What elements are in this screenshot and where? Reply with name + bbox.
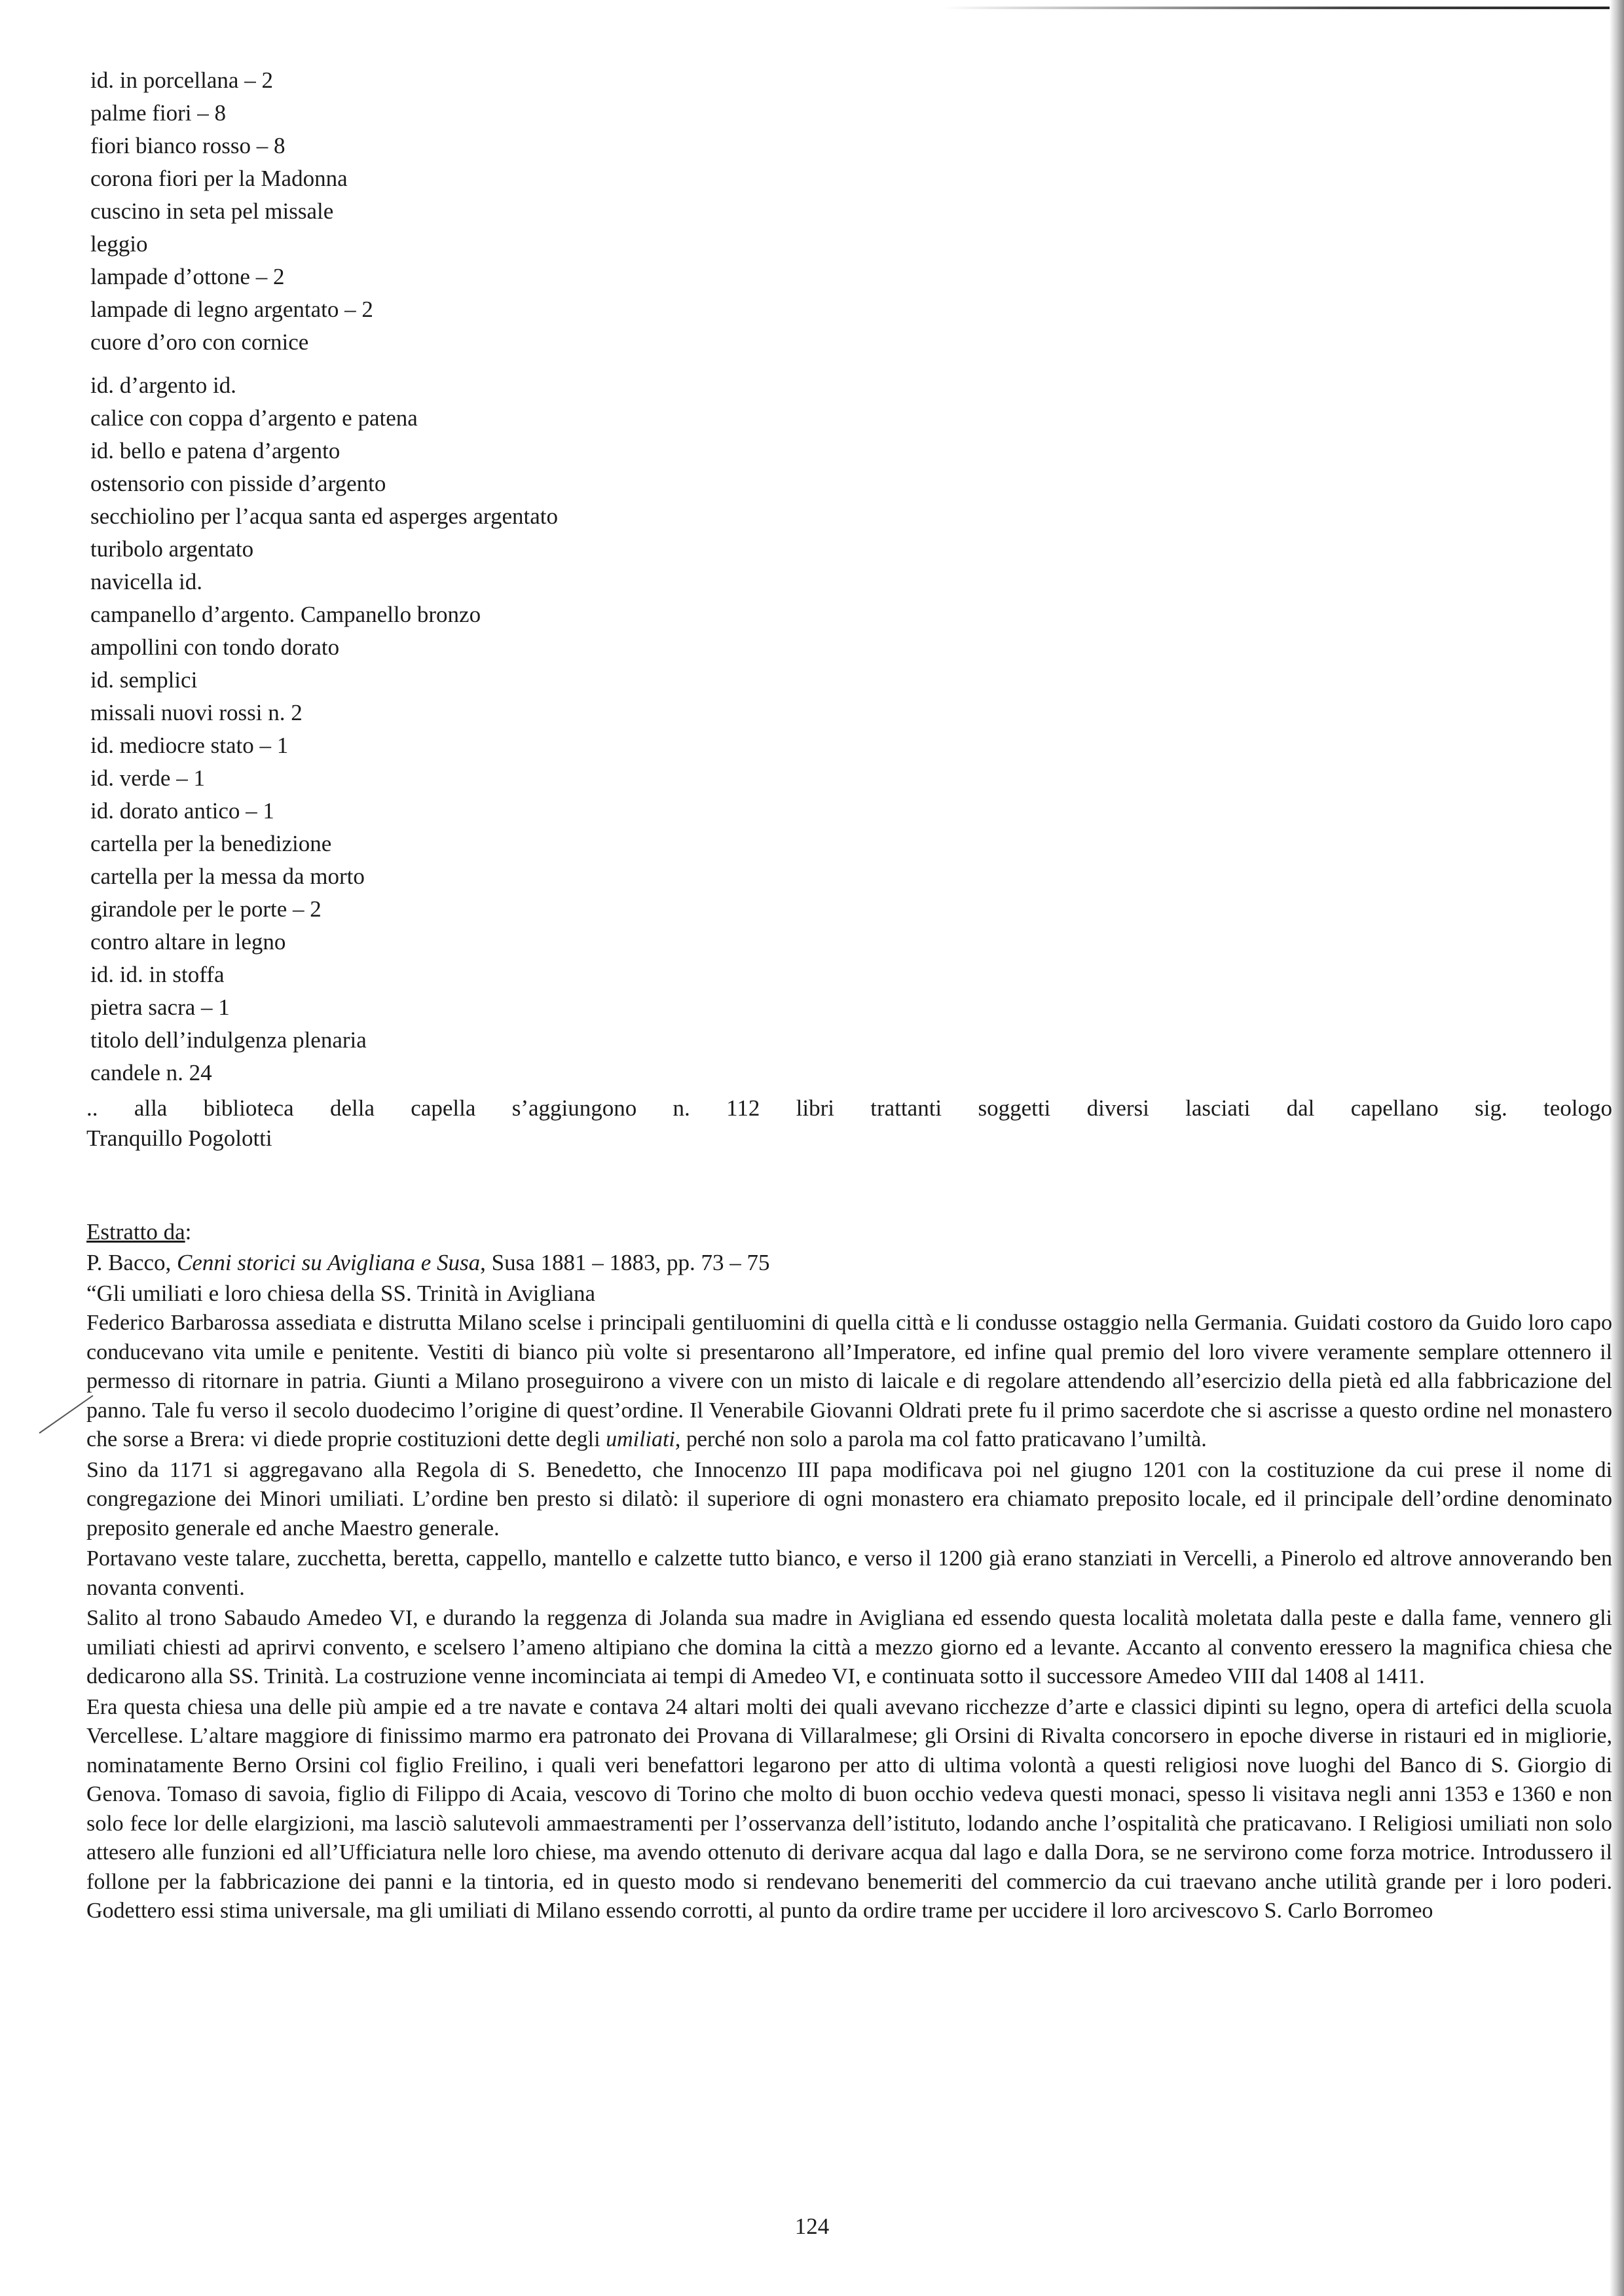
paragraph-text: Federico Barbarossa assediata e distrutta Milano scelse i principali gentiluomini di quella città e li condusse ostaggio nella Germania. Guidati costoro da Guido loro capo conducevano vita umile e penitente. Vestiti di bianco più volte si presentarono all’Imperatore, ed infine qual premio del loro vivere veramente semplare ottennero il permesso di ritornare in patria. Giunti a Milano proseguirono a vivere con un misto di laicale e di regolare attendendo all’esercizio della pietà ed alla fabbricazione del panno. Tale fu verso il secolo duodecimo l’origine di quest’ordine. Il Venerabile Giovanni Oldrati prete fu il primo sacerdote che si ascrisse a questo ordine nel monastero che sorse a Brera: vi diede proprie costituzioni dette degli	[86, 1311, 1612, 1451]
inventory-item: corona fiori per la Madonna	[90, 166, 348, 191]
inventory-item: lampade di legno argentato – 2	[90, 297, 373, 322]
excerpt-heading: “Gli umiliati e loro chiesa della SS. Trinità in Avigliana	[86, 1281, 596, 1306]
inventory-item: pietra sacra – 1	[90, 994, 230, 1020]
paragraph	[86, 1309, 1612, 1455]
inventory-item: id. dorato antico – 1	[90, 798, 274, 824]
inventory-item: cartella per la benedizione	[90, 831, 332, 856]
citation-title: Cenni storici su Avigliana e Susa	[177, 1250, 481, 1275]
inventory-item: cartella per la messa da morto	[90, 864, 365, 889]
paragraph: Era questa chiesa una delle più ampie ed a tre navate e contava 24 altari molti dei quali avevano ricchezze d’arte e classici dipinti su legno, opera di artefici della scuola Vercellese. L’altare maggiore di finissimo marmo era patronato dei Provana di Villaralmese; gli Orsini di Rivalta concorsero in epoche diverse in ristauri ed in migliorie, nominatamente Berno Orsini col figlio Freilino, i quali veri benefattori legarono per atto di ultima volontà a questi religiosi nove luoghi del Banco di S. Giorgio di Genova. Tomaso di savoia, figlio di Filippo di Acaia, vescovo di Torino che molto di buon occhio vedeva questi monaci, spesso li visitava negli anni 1353 e 1360 e non solo fece lor delle elargizioni, ma lasciò salutevoli ammaestramenti per l’osservanza dell’istituto, lodando anche l’ospitalità che praticavano. I Religiosi umiliati non solo attesero alle funzioni ed all’Ufficiatura nelle loro chiese, ma avendo ottenuto di derivare acqua dal lago e dalla Dora, se ne servirono come forza motrice. Introdussero il follone per la fabbricazione dei panni e la tintoria, ed in questo modo si rendevano benemeriti del commercio da cui traevano anche utilità grande per i loro poderi. Godettero essi stima universale, ma gli umiliati di Milano essendo corrotti, al punto da ordire trame per uccidere il loro arcivescovo S. Carlo Borromeo	[86, 1694, 1612, 1923]
scan-top-rule	[943, 7, 1624, 9]
inventory-item: id. d’argento id.	[90, 373, 236, 398]
inventory-item: id. id. in stoffa	[90, 962, 225, 987]
citation-details: , Susa 1881 – 1883, pp. 73 – 75	[480, 1250, 770, 1275]
inventory-item: leggio	[90, 231, 148, 257]
inventory-item: navicella id.	[90, 569, 203, 594]
inventory-item: secchiolino per l’acqua santa ed asperges argentato	[90, 503, 558, 529]
inventory-item: turibolo argentato	[90, 536, 254, 562]
inventory-item: id. mediocre stato – 1	[90, 733, 289, 758]
inventory-item: cuore d’oro con cornice	[90, 329, 309, 355]
inventory-item: id. in porcellana – 2	[90, 67, 273, 93]
inventory-item: calice con coppa d’argento e patena	[90, 405, 418, 431]
inventory-item: palme fiori – 8	[90, 100, 227, 126]
inventory-item: id. verde – 1	[90, 765, 205, 791]
inventory-item: campanello d’argento. Campanello bronzo	[90, 602, 481, 627]
inventory-item: missali nuovi rossi n. 2	[90, 700, 303, 725]
inventory-item: fiori bianco rosso – 8	[90, 133, 286, 158]
excerpt-label-colon: :	[185, 1219, 192, 1245]
page-number: 124	[794, 2214, 830, 2239]
inventory-item: lampade d’ottone – 2	[90, 264, 285, 289]
inventory-list	[90, 64, 1400, 1089]
inventory-item: ampollini con tondo dorato	[90, 634, 340, 660]
inventory-item: id. semplici	[90, 667, 198, 693]
excerpt-label-line	[86, 1216, 1612, 1247]
excerpt-section	[86, 1216, 1612, 1926]
citation	[86, 1247, 1612, 1278]
paragraph: Salito al trono Sabaudo Amedeo VI, e durando la reggenza di Jolanda sua madre in Avigliana ed essendo questa località moletata dalla peste e dalla fame, vennero gli umiliati chiesti ad aprirvi convento, e scelsero l’ameno altipiano che domina la città a mezzo giorno ed a levante. Accanto al convento eressero la magnifica chiesa che dedicarono alla SS. Trinità. La costruzione venne incominciata ai tempi di Amedeo VI, e continuata sotto il successore Amedeo VIII dal 1408 al 1411.	[86, 1606, 1612, 1688]
inventory-item: titolo dell’indulgenza plenaria	[90, 1027, 367, 1053]
library-note-donor: Tranquillo Pogolotti	[86, 1125, 272, 1151]
emphasized-term: umiliati	[606, 1427, 675, 1451]
inventory-item: contro altare in legno	[90, 929, 286, 955]
inventory-item: id. bello e patena d’argento	[90, 438, 341, 464]
library-note: .. alla biblioteca della capella s’aggiungono n. 112 libri trattanti soggetti diversi lasciati dal capellano sig. teologo	[86, 1095, 1612, 1121]
paragraph: Sino da 1171 si aggregavano alla Regola di S. Benedetto, che Innocenzo III papa modificava poi nel giugno 1201 con la costituzione da cui prese il nome di congregazione dei Minori umiliati. L’ordine ben presto si dilatò: il superiore di ogni monastero era chiamato preposito locale, ed il principale dell’ordine denominato preposito generale ed anche Maestro generale.	[86, 1457, 1612, 1540]
scan-page-edge	[1610, 0, 1624, 2296]
inventory-item: girandole per le porte – 2	[90, 896, 322, 922]
inventory-item: ostensorio con pisside d’argento	[90, 471, 386, 496]
paragraph-text: , perché non solo a parola ma col fatto praticavano l’umiltà.	[674, 1427, 1207, 1451]
paragraph: Portavano veste talare, zucchetta, beretta, cappello, mantello e calzette tutto bianco, e verso il 1200 già erano stanziati in Vercelli, a Pinerolo ed altrove annoverando ben novanta conventi.	[86, 1546, 1612, 1600]
handwritten-margin-mark	[39, 1395, 93, 1434]
inventory-item: candele n. 24	[90, 1060, 212, 1085]
citation-author: P. Bacco,	[86, 1250, 177, 1275]
inventory-item: cuscino in seta pel missale	[90, 198, 334, 224]
excerpt-label: Estratto da	[86, 1219, 185, 1245]
